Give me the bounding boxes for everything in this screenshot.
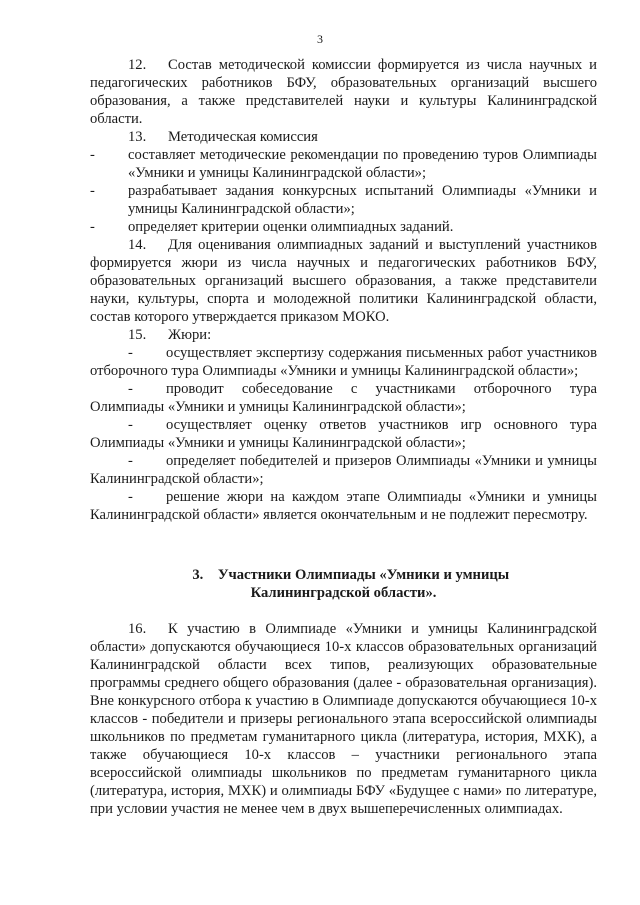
paragraph-text: Методическая комиссия <box>168 129 318 145</box>
paragraph-number: 15. <box>128 327 147 343</box>
list-item-text: решение жюри на каждом этапе Олимпиады «Умники и умницы Калининградской области» является окончательным и не подлежит пересмотру. <box>90 489 597 523</box>
section-heading-line-1 <box>90 566 597 584</box>
list-item-text: проводит собеседование с участниками отборочного тура Олимпиады «Умники и умницы Калининградской области»; <box>90 381 597 415</box>
dash-marker: - <box>128 417 133 433</box>
dash-marker: - <box>90 147 95 163</box>
paragraph-13 <box>90 128 597 146</box>
dash-marker: - <box>128 453 133 469</box>
section-number: 3. <box>192 567 204 583</box>
section-heading-line-2: Калининградской области». <box>250 585 437 601</box>
dash-marker: - <box>128 381 133 397</box>
paragraph-16 <box>90 620 597 818</box>
paragraph-number: 12. <box>128 57 147 73</box>
paragraph-text: К участию в Олимпиаде «Умники и умницы Калининградской области» допускаются обучающиеся 10-х классов образовательных организаций Калининградской области всех типов, реализующих образовательные программы среднего общего образования (далее - образовательная организация). Вне конкурсного отбора к участию в Олимпиаде допускаются обучающиеся 10-х классов - победители и призеры регионального этапа всероссийской олимпиады школьников по предметам гуманитарного цикла (литература, история, МХК), а также обучающиеся 10-х классов – участники регионального этапа всероссийской олимпиады школьников по предметам гуманитарного цикла (литература, история, МХК) и олимпиады БФУ «Будущее с нами» по литературе, при условии участия не менее чем в двух вышеперечисленных олимпиадах. <box>90 621 597 817</box>
paragraph-15 <box>90 326 597 344</box>
list-item <box>90 344 597 380</box>
list-item-text: определяет победителей и призеров Олимпиады «Умники и умницы Калининградской области»; <box>90 453 597 487</box>
paragraph-text: Состав методической комиссии формируется из числа научных и педагогических работников БФУ, образовательных организаций высшего образования, а также представителей науки и культуры Калининградской области. <box>90 57 597 127</box>
section-heading <box>90 566 597 602</box>
list-item-text: разрабатывает задания конкурсных испытаний Олимпиады «Умники и умницы Калининградской области»; <box>128 183 597 217</box>
list-item <box>90 488 597 524</box>
list-item <box>90 416 597 452</box>
paragraph-14 <box>90 236 597 326</box>
paragraph-number: 14. <box>128 237 147 253</box>
list-item <box>90 218 597 236</box>
dash-marker: - <box>128 489 133 505</box>
list-item <box>90 182 597 218</box>
paragraph-text: Жюри: <box>168 327 212 343</box>
paragraph-text: Для оценивания олимпиадных заданий и выступлений участников формируется жюри из числа научных и педагогических работников БФУ, образовательных организаций высшего образования, а также представители науки, культуры, спорта и молодежной политики Калининградской области, состав которого утверждается приказом МОКО. <box>90 237 597 325</box>
list-item-text: определяет критерии оценки олимпиадных заданий. <box>128 219 454 235</box>
dash-marker: - <box>128 345 133 361</box>
paragraph-number: 16. <box>128 621 147 637</box>
paragraph-number: 13. <box>128 129 147 145</box>
list-item-text: осуществляет оценку ответов участников игр основного тура Олимпиады «Умники и умницы Калининградской области»; <box>90 417 597 451</box>
list-item <box>90 146 597 182</box>
list-item <box>90 380 597 416</box>
list-item-text: составляет методические рекомендации по проведению туров Олимпиады «Умники и умницы Калининградской области»; <box>128 147 597 181</box>
dash-marker: - <box>90 183 95 199</box>
page-number: 3 <box>317 32 323 46</box>
document-body <box>90 56 597 818</box>
list-item-text: осуществляет экспертизу содержания письменных работ участников отборочного тура Олимпиады «Умники и умницы Калининградской области»; <box>90 345 597 379</box>
paragraph-12 <box>90 56 597 128</box>
section-title: Участники Олимпиады «Умники и умницы <box>217 567 510 583</box>
dash-marker: - <box>90 219 95 235</box>
list-item <box>90 452 597 488</box>
